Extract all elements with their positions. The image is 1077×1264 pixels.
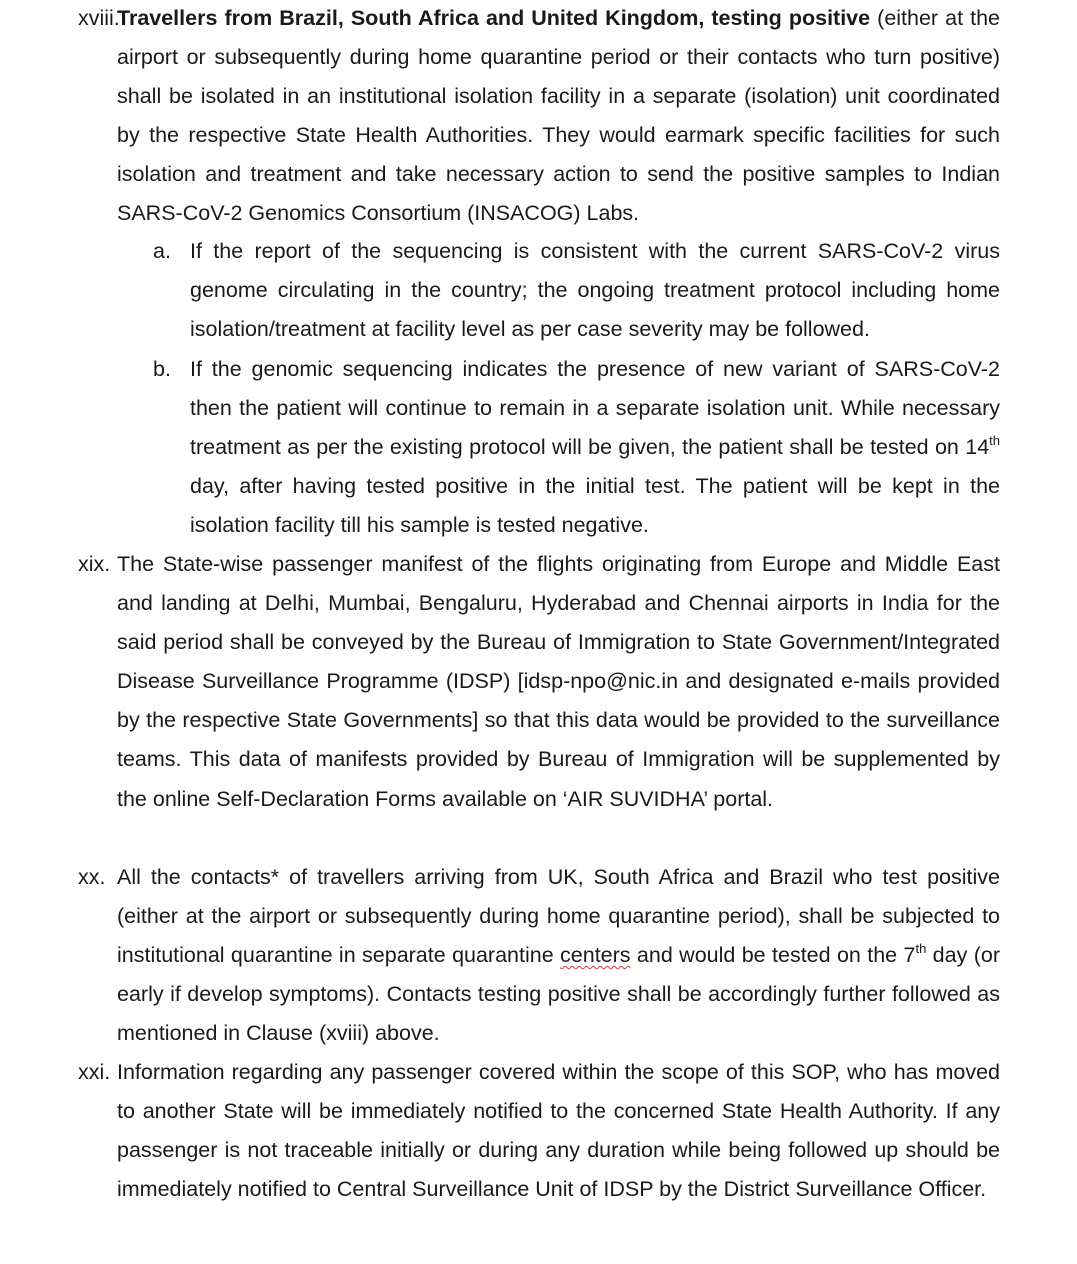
sub-clause-b — [153, 350, 1000, 545]
clause-text-middle: and would be tested on the 7 — [630, 943, 916, 968]
clause-xix — [78, 545, 1000, 819]
clause-text: Information regarding any passenger covered within the scope of this SOP, who has moved to another State will be immediately notified to the concerned State Health Authority. If any passenger is not traceable initially or during any duration while being followed up should be immediately notified to Central Surveillance Unit of IDSP by the District Surveillance Officer. — [117, 1060, 1000, 1202]
clause-number: xx. — [78, 865, 106, 889]
clause-xviii — [78, 0, 1001, 234]
clause-number: xix. — [78, 552, 111, 576]
clause-xxi — [78, 1053, 1000, 1209]
clause-text: The State-wise passenger manifest of the flights originating from Europe and Middle East and landing at Delhi, Mumbai, Bengaluru, Hyderabad and Chennai airports in India for the said period shall be conveyed by the Bureau of Immigration to State Government/Integrated Disease Surveillance Programme (IDSP) [idsp-npo@nic.in and designated e-mails provided by the respective State Governments] so that this data would be provided to the surveillance teams. This data of manifests provided by Bureau of Immigration will be supplemented by the online Self-Declaration Forms available on ‘AIR SUVIDHA’ portal. — [117, 552, 1000, 811]
sub-clause-number: b. — [153, 357, 171, 381]
clause-number: xxi. — [78, 1060, 111, 1084]
sub-clause-text: If the genomic sequencing indicates the presence of new variant of SARS-CoV-2 then the patient will continue to remain in a separate isolation unit. While necessary treatment as per the existing protocol will be given, the patient shall be tested on 14 — [190, 357, 1000, 460]
clause-heading: Travellers from Brazil, South Africa and United Kingdom, testing positive — [117, 6, 871, 30]
clause-text-continued: day (or early if develop symptoms). Contacts testing positive shall be accordingly further followed as mentioned in Clause (xviii) above. — [117, 943, 1000, 1046]
sub-clause-a — [153, 232, 1000, 349]
sub-clause-number: a. — [153, 239, 171, 263]
spellcheck-flagged-word[interactable]: centers — [560, 943, 631, 968]
sub-clause-text: If the report of the sequencing is consistent with the current SARS-CoV-2 virus genome circulating in the country; the ongoing treatment protocol including home isolation/treatment at facility level as per case severity may be followed. — [190, 239, 1000, 342]
clause-number: xviii. — [78, 6, 120, 30]
superscript: th — [989, 433, 1000, 449]
sub-clause-text-continued: day, after having tested positive in the initial test. The patient will be kept in the isolation facility till his sample is tested negative. — [190, 474, 1000, 538]
clause-xx — [78, 858, 1000, 1053]
clause-text: All the contacts* of travellers arriving from UK, South Africa and Brazil who test positive (either at the airport or subsequently during home quarantine period), shall be subjected to institutional quarantine in separate quarantine — [117, 865, 1000, 968]
clause-text: (either at the airport or subsequently during home quarantine period or their contacts who turn positive) shall be isolated in an institutional isolation facility in a separate (isolation) unit coordinated by the respective State Health Authorities. They would earmark specific facilities for such isolation and treatment and take necessary action to send the positive samples to Indian SARS-CoV-2 Genomics Consortium (INSACOG) Labs. — [117, 6, 1001, 226]
superscript: th — [915, 941, 927, 957]
